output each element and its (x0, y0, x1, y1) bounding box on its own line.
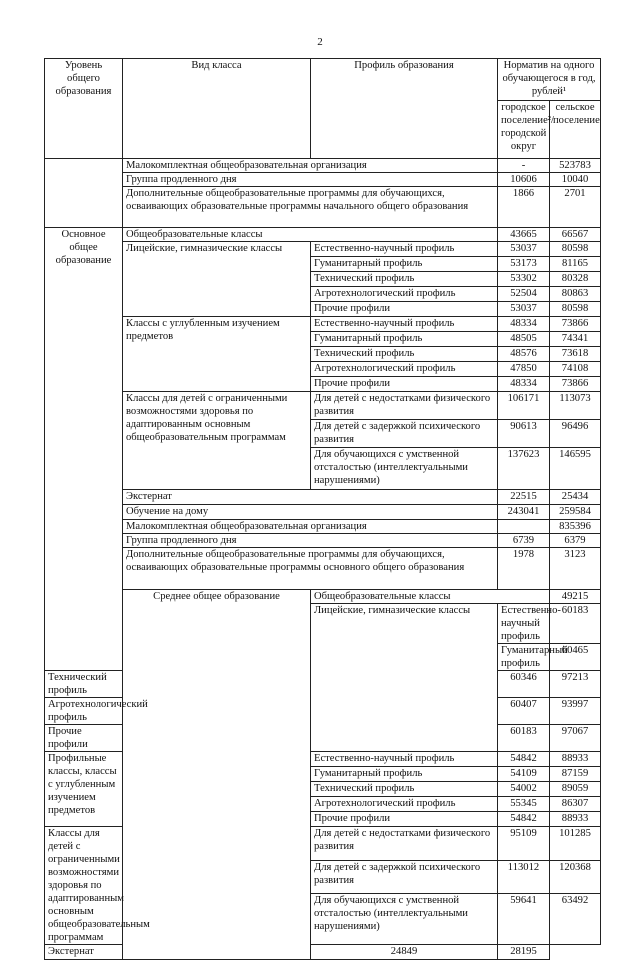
rural-value: 88933 (550, 812, 601, 827)
urban-value: 60465 (550, 644, 601, 671)
level-cell-empty (45, 159, 123, 228)
rural-value: 523783 (550, 159, 601, 173)
rural-value: 259584 (550, 505, 601, 520)
row-name: Дополнительные общеобразовательные программы для обучающихся, осваивающих образовательные программы основного общего образования (123, 548, 498, 590)
urban-value: 55345 (498, 797, 550, 812)
profile-name: Технический профиль (311, 347, 498, 362)
urban-value: 59641 (498, 894, 550, 945)
profile-name: Прочие профили (311, 377, 498, 392)
urban-value: 60407 (498, 698, 550, 725)
rural-value: 87159 (550, 767, 601, 782)
urban-value: 49215 (550, 590, 601, 604)
profile-name: Естественно-научный профиль (311, 752, 498, 767)
rural-value: 10040 (550, 173, 601, 187)
profile-name: Технический профиль (311, 782, 498, 797)
class-type: Лицейские, гимназические классы (123, 242, 311, 317)
profile-name: Гуманитарный профиль (311, 332, 498, 347)
class-type: Лицейские, гимназические классы (311, 604, 498, 752)
row-name: Экстернат (123, 490, 498, 505)
urban-value: 54109 (498, 767, 550, 782)
urban-value: 113012 (498, 860, 550, 894)
urban-value: 47850 (498, 362, 550, 377)
profile-name: Для детей с недостатками физического развития (311, 827, 498, 861)
rural-value: 89059 (550, 782, 601, 797)
rural-value: 120368 (550, 860, 601, 894)
urban-value: 43665 (498, 228, 550, 242)
profile-name: Агротехнологический профиль (45, 698, 123, 725)
urban-value: 24849 (311, 945, 498, 960)
urban-value: 54842 (498, 752, 550, 767)
profile-name: Естественно-научный профиль (311, 242, 498, 257)
urban-value: 6739 (498, 534, 550, 548)
profile-name: Гуманитарный профиль (311, 767, 498, 782)
rural-value: 74341 (550, 332, 601, 347)
rural-value: 80328 (550, 272, 601, 287)
rural-value: 88933 (550, 752, 601, 767)
rural-value: 86307 (550, 797, 601, 812)
level-cell: Основное общее образование (45, 228, 123, 671)
profile-name: Естественно-научный профиль (498, 604, 550, 644)
row-name: Экстернат (45, 945, 311, 960)
rural-value: 146595 (550, 448, 601, 490)
urban-value: 53173 (498, 257, 550, 272)
profile-name: Технический профиль (311, 272, 498, 287)
urban-value: 10606 (498, 173, 550, 187)
rural-value: 25434 (550, 490, 601, 505)
norm-table (44, 58, 601, 960)
urban-value: 54842 (498, 812, 550, 827)
rural-value: 835396 (550, 520, 601, 534)
urban-value: 52504 (498, 287, 550, 302)
profile-name: Для детей с недостатками физического развития (311, 392, 498, 420)
rural-value: 28195 (498, 945, 550, 960)
header-class-type: Вид класса (123, 59, 311, 159)
header-urban: городское поселение²/ городской округ (498, 101, 550, 159)
profile-name: Для обучающихся с умственной отсталостью (интеллектуальными нарушениями) (311, 894, 498, 945)
profile-name: Гуманитарный профиль (311, 257, 498, 272)
urban-value: 90613 (498, 420, 550, 448)
urban-value: 1866 (498, 187, 550, 228)
urban-value: 60346 (498, 671, 550, 698)
profile-name: Прочие профили (311, 812, 498, 827)
urban-value: 60183 (498, 725, 550, 752)
profile-name: Агротехнологический профиль (311, 287, 498, 302)
urban-value: 137623 (498, 448, 550, 490)
urban-value: 53037 (498, 242, 550, 257)
level-cell: Среднее общее образование (123, 590, 311, 960)
urban-value: 48334 (498, 317, 550, 332)
profile-name: Гуманитарный профиль (498, 644, 550, 671)
urban-value: 48576 (498, 347, 550, 362)
row-name: Малокомплектная общеобразовательная организация (123, 159, 498, 173)
rural-value: 80598 (550, 302, 601, 317)
class-type: Классы с углубленным изучением предметов (123, 317, 311, 392)
rural-value: 80598 (550, 242, 601, 257)
urban-value (498, 520, 550, 534)
row-name: Группа продленного дня (123, 534, 498, 548)
rural-value: 93997 (550, 698, 601, 725)
rural-value: 97213 (550, 671, 601, 698)
urban-value: 95109 (498, 827, 550, 861)
rural-value: 63492 (550, 894, 601, 945)
profile-name: Для детей с задержкой психического развития (311, 860, 498, 894)
rural-value: 73866 (550, 317, 601, 332)
header-level: Уровень общего образования (45, 59, 123, 159)
rural-value: 81165 (550, 257, 601, 272)
rural-value: 66567 (550, 228, 601, 242)
urban-value: 106171 (498, 392, 550, 420)
rural-value: 74108 (550, 362, 601, 377)
urban-value: 60183 (550, 604, 601, 644)
urban-value: - (498, 159, 550, 173)
rural-value: 2701 (550, 187, 601, 228)
urban-value: 22515 (498, 490, 550, 505)
rural-value: 3123 (550, 548, 601, 590)
rural-value: 113073 (550, 392, 601, 420)
profile-name: Естественно-научный профиль (311, 317, 498, 332)
row-name: Дополнительные общеобразовательные программы для обучающихся, осваивающих образовательные программы начального общего образования (123, 187, 498, 228)
rural-value: 6379 (550, 534, 601, 548)
rural-value: 73866 (550, 377, 601, 392)
rural-value: 96496 (550, 420, 601, 448)
header-norm: Норматив на одного обучающегося в год, рублей¹ (498, 59, 601, 101)
rural-value: 73618 (550, 347, 601, 362)
row-name: Группа продленного дня (123, 173, 498, 187)
page-number: 2 (317, 36, 323, 48)
profile-name: Прочие профили (45, 725, 123, 752)
urban-value: 1978 (498, 548, 550, 590)
header-profile: Профиль образования (311, 59, 498, 159)
rural-value: 80863 (550, 287, 601, 302)
profile-name: Прочие профили (311, 302, 498, 317)
class-type: Классы для детей с ограниченными возможностями здоровья по адаптированным основным общеобразовательным программам (45, 827, 123, 945)
urban-value: 54002 (498, 782, 550, 797)
urban-value: 48505 (498, 332, 550, 347)
profile-name: Для детей с задержкой психического развития (311, 420, 498, 448)
row-name: Общеобразовательные классы (123, 228, 498, 242)
row-name: Обучение на дому (123, 505, 498, 520)
profile-name: Технический профиль (45, 671, 123, 698)
urban-value: 48334 (498, 377, 550, 392)
profile-name: Для обучающихся с умственной отсталостью (интеллектуальными нарушениями) (311, 448, 498, 490)
urban-value: 53037 (498, 302, 550, 317)
row-name: Малокомплектная общеобразовательная организация (123, 520, 498, 534)
rural-value: 97067 (550, 725, 601, 752)
profile-name: Агротехнологический профиль (311, 362, 498, 377)
profile-name: Агротехнологический профиль (311, 797, 498, 812)
rural-value: 101285 (550, 827, 601, 861)
class-type: Профильные классы, классы с углубленным изучением предметов (45, 752, 123, 827)
row-name: Общеобразовательные классы (311, 590, 550, 604)
urban-value: 243041 (498, 505, 550, 520)
class-type: Классы для детей с ограниченными возможностями здоровья по адаптированным основным общеобразовательным программам (123, 392, 311, 490)
urban-value: 53302 (498, 272, 550, 287)
header-rural: сельское поселение (550, 101, 601, 159)
